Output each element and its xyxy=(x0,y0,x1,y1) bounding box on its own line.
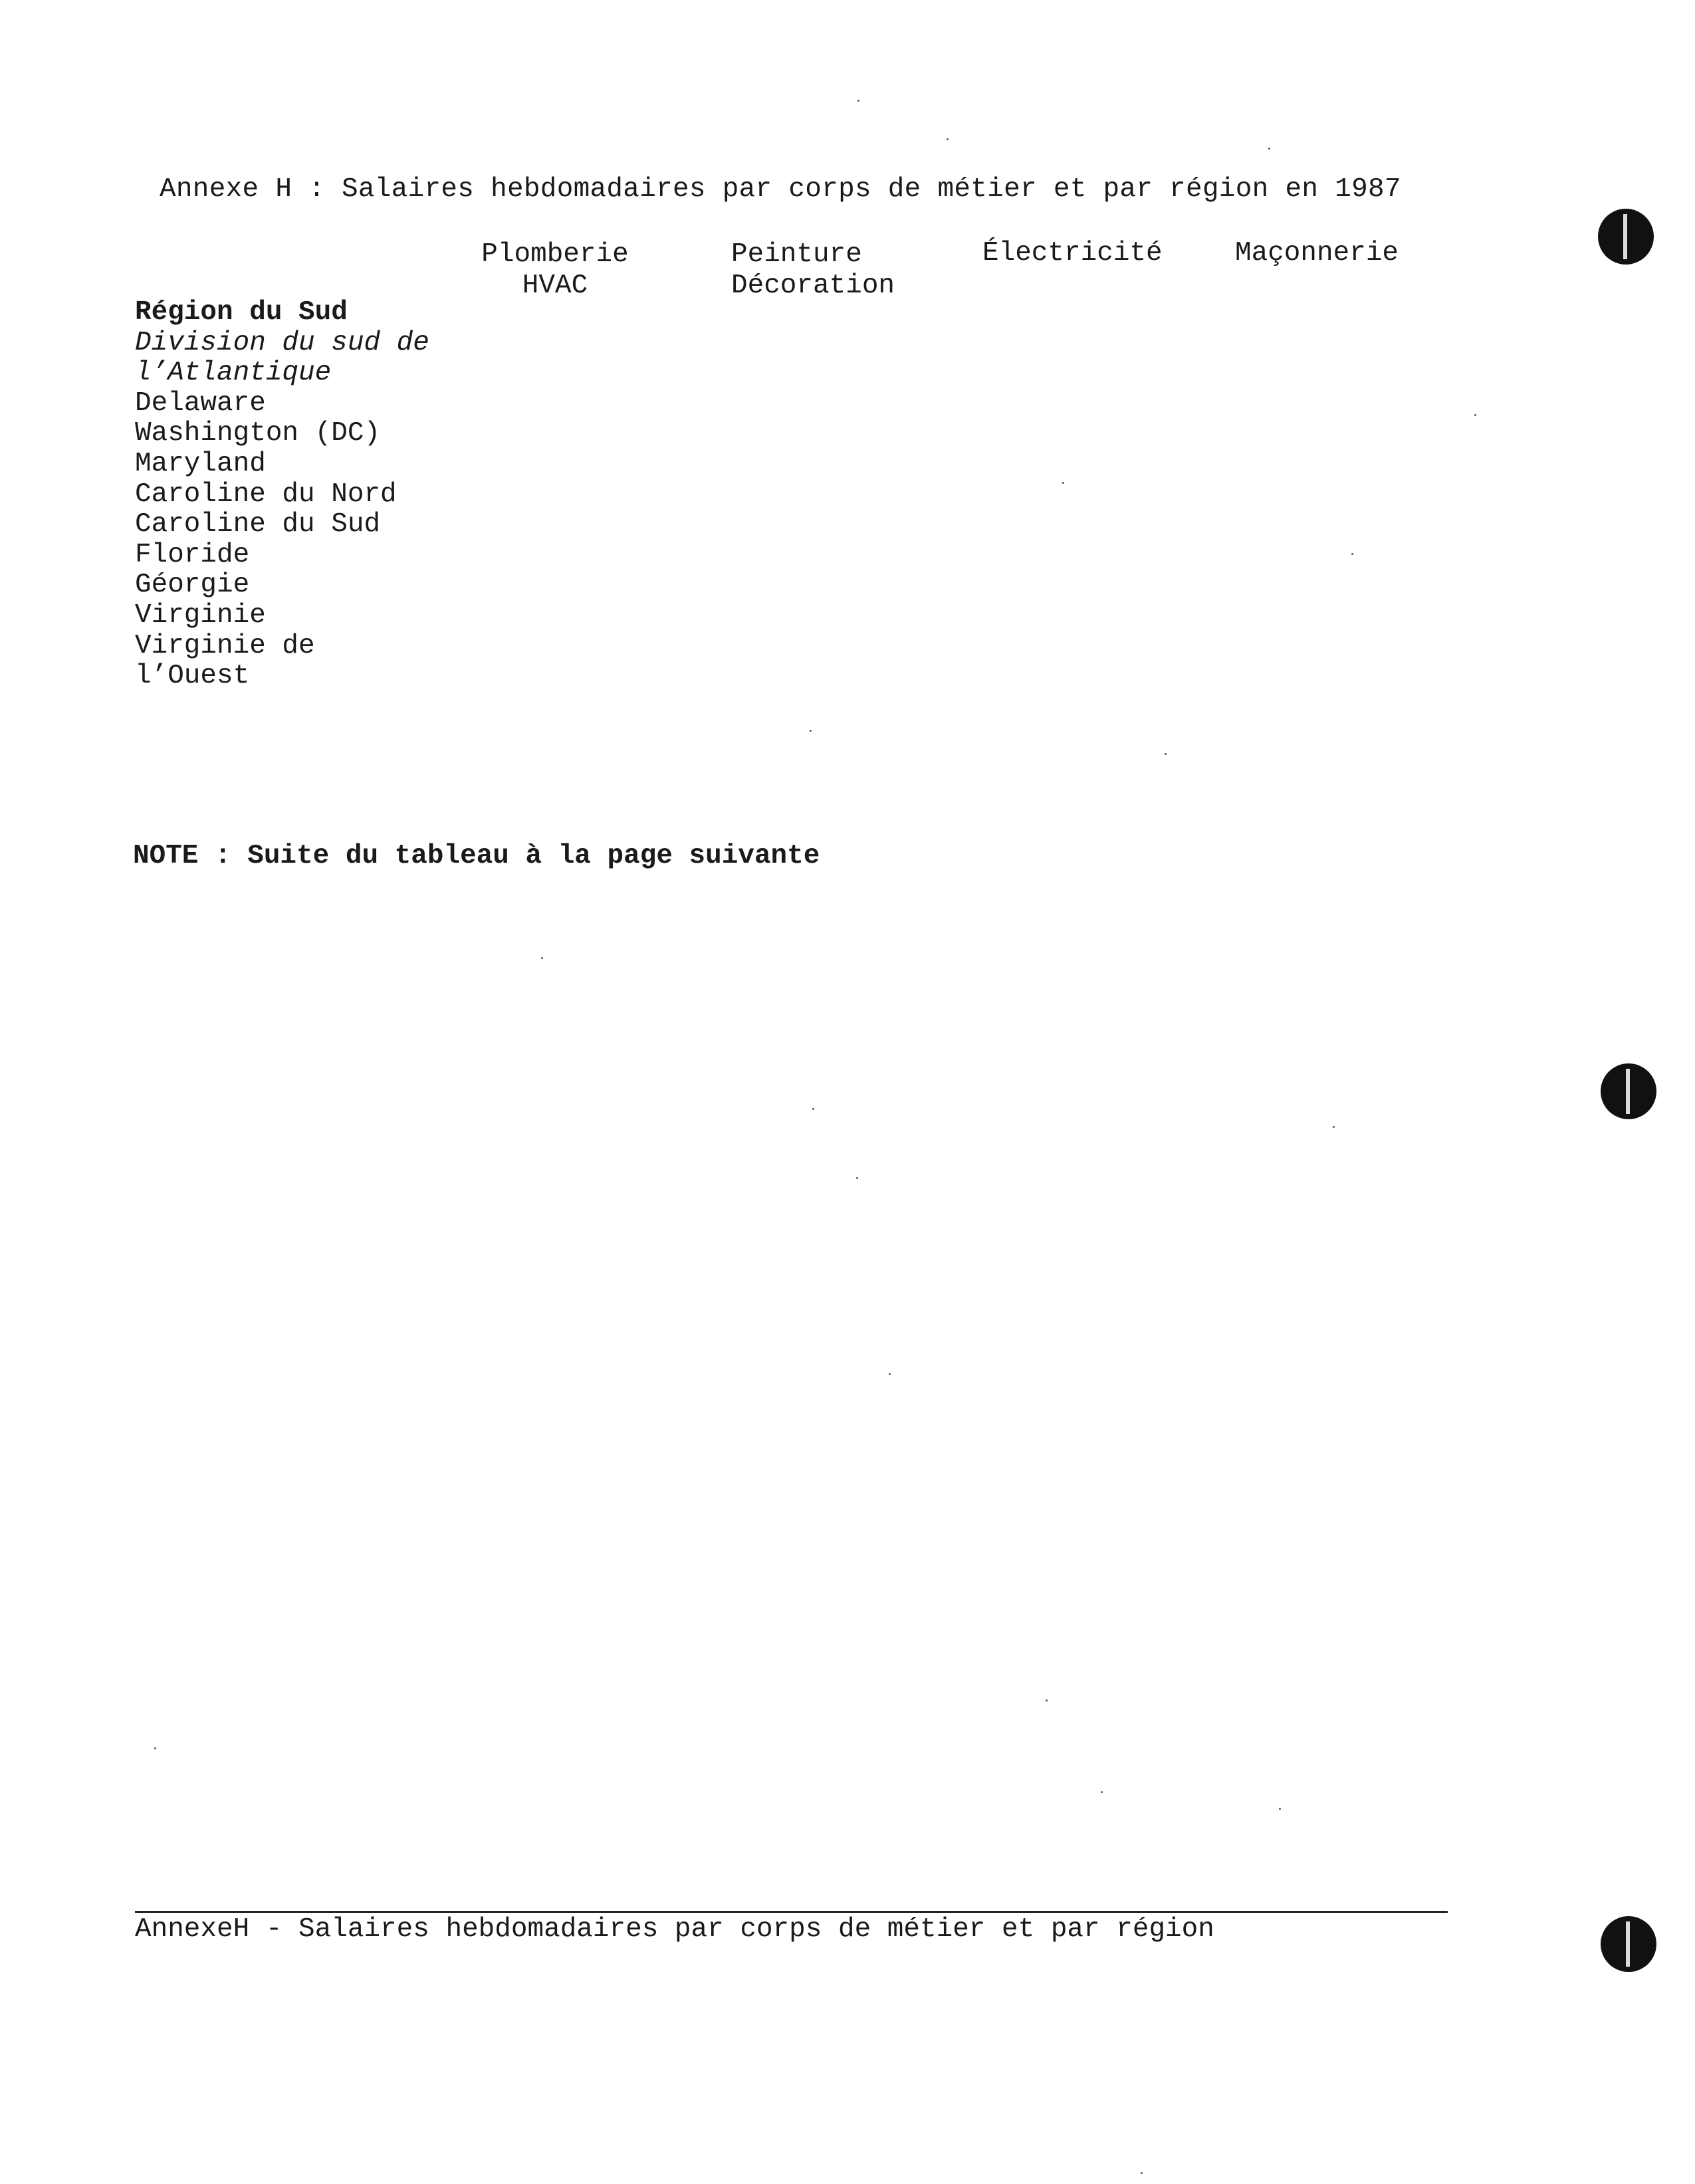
state-row: Virginie xyxy=(135,600,266,631)
scan-speck xyxy=(810,730,812,732)
scan-speck xyxy=(889,1373,891,1375)
region-label: Région du Sud xyxy=(135,297,348,328)
page-title: Annexe H : Salaires hebdomadaires par corps de métier et par région en 1987 xyxy=(160,174,1401,205)
state-row: Caroline du Nord xyxy=(135,479,397,510)
scan-speck xyxy=(1474,414,1476,416)
state-row: Floride xyxy=(135,539,250,570)
scan-speck xyxy=(1046,1699,1048,1701)
column-header-line: Peinture xyxy=(731,239,862,270)
column-header-line: Maçonnerie xyxy=(1235,238,1399,269)
state-row: Delaware xyxy=(135,387,266,419)
division-label: Division du sud de xyxy=(135,327,429,358)
scan-speck xyxy=(947,138,949,140)
column-header-plomberie xyxy=(465,239,645,302)
column-header-electricite xyxy=(982,238,1182,269)
scan-speck xyxy=(1101,1791,1103,1793)
punch-hole-icon xyxy=(1601,1916,1656,1972)
scan-speck xyxy=(1141,2172,1143,2174)
state-row: l’Ouest xyxy=(135,661,250,692)
scan-speck xyxy=(154,1747,156,1749)
state-row: Washington (DC) xyxy=(135,418,381,449)
scan-speck xyxy=(1333,1126,1335,1128)
division-label-cont: l’Atlantique xyxy=(135,358,332,389)
scan-speck xyxy=(541,957,543,959)
row-labels xyxy=(135,298,429,692)
scan-speck xyxy=(1268,148,1270,150)
column-header-line: HVAC xyxy=(522,271,588,301)
column-header-maconnerie xyxy=(1235,238,1434,269)
scan-speck xyxy=(1165,753,1167,755)
state-row: Géorgie xyxy=(135,570,250,601)
punch-hole-icon xyxy=(1598,209,1654,265)
scan-speck xyxy=(856,1177,858,1179)
footer-divider xyxy=(135,1911,1448,1913)
punch-hole-icon xyxy=(1601,1063,1656,1119)
column-header-line: Électricité xyxy=(982,238,1163,269)
note-text: NOTE : Suite du tableau à la page suivante xyxy=(133,841,820,871)
state-row: Caroline du Sud xyxy=(135,509,381,540)
scan-speck xyxy=(1351,553,1353,555)
column-header-line: Décoration xyxy=(731,271,895,301)
page-footer: AnnexeH - Salaires hebdomadaires par corps de métier et par région xyxy=(135,1914,1214,1945)
state-row: Maryland xyxy=(135,448,266,479)
scan-speck xyxy=(857,100,859,102)
scan-speck xyxy=(1279,1808,1281,1810)
column-header-peinture xyxy=(731,239,911,302)
scan-speck xyxy=(1062,482,1064,484)
column-header-line: Plomberie xyxy=(481,239,629,270)
state-row: Virginie de xyxy=(135,630,315,661)
scan-speck xyxy=(812,1108,814,1110)
